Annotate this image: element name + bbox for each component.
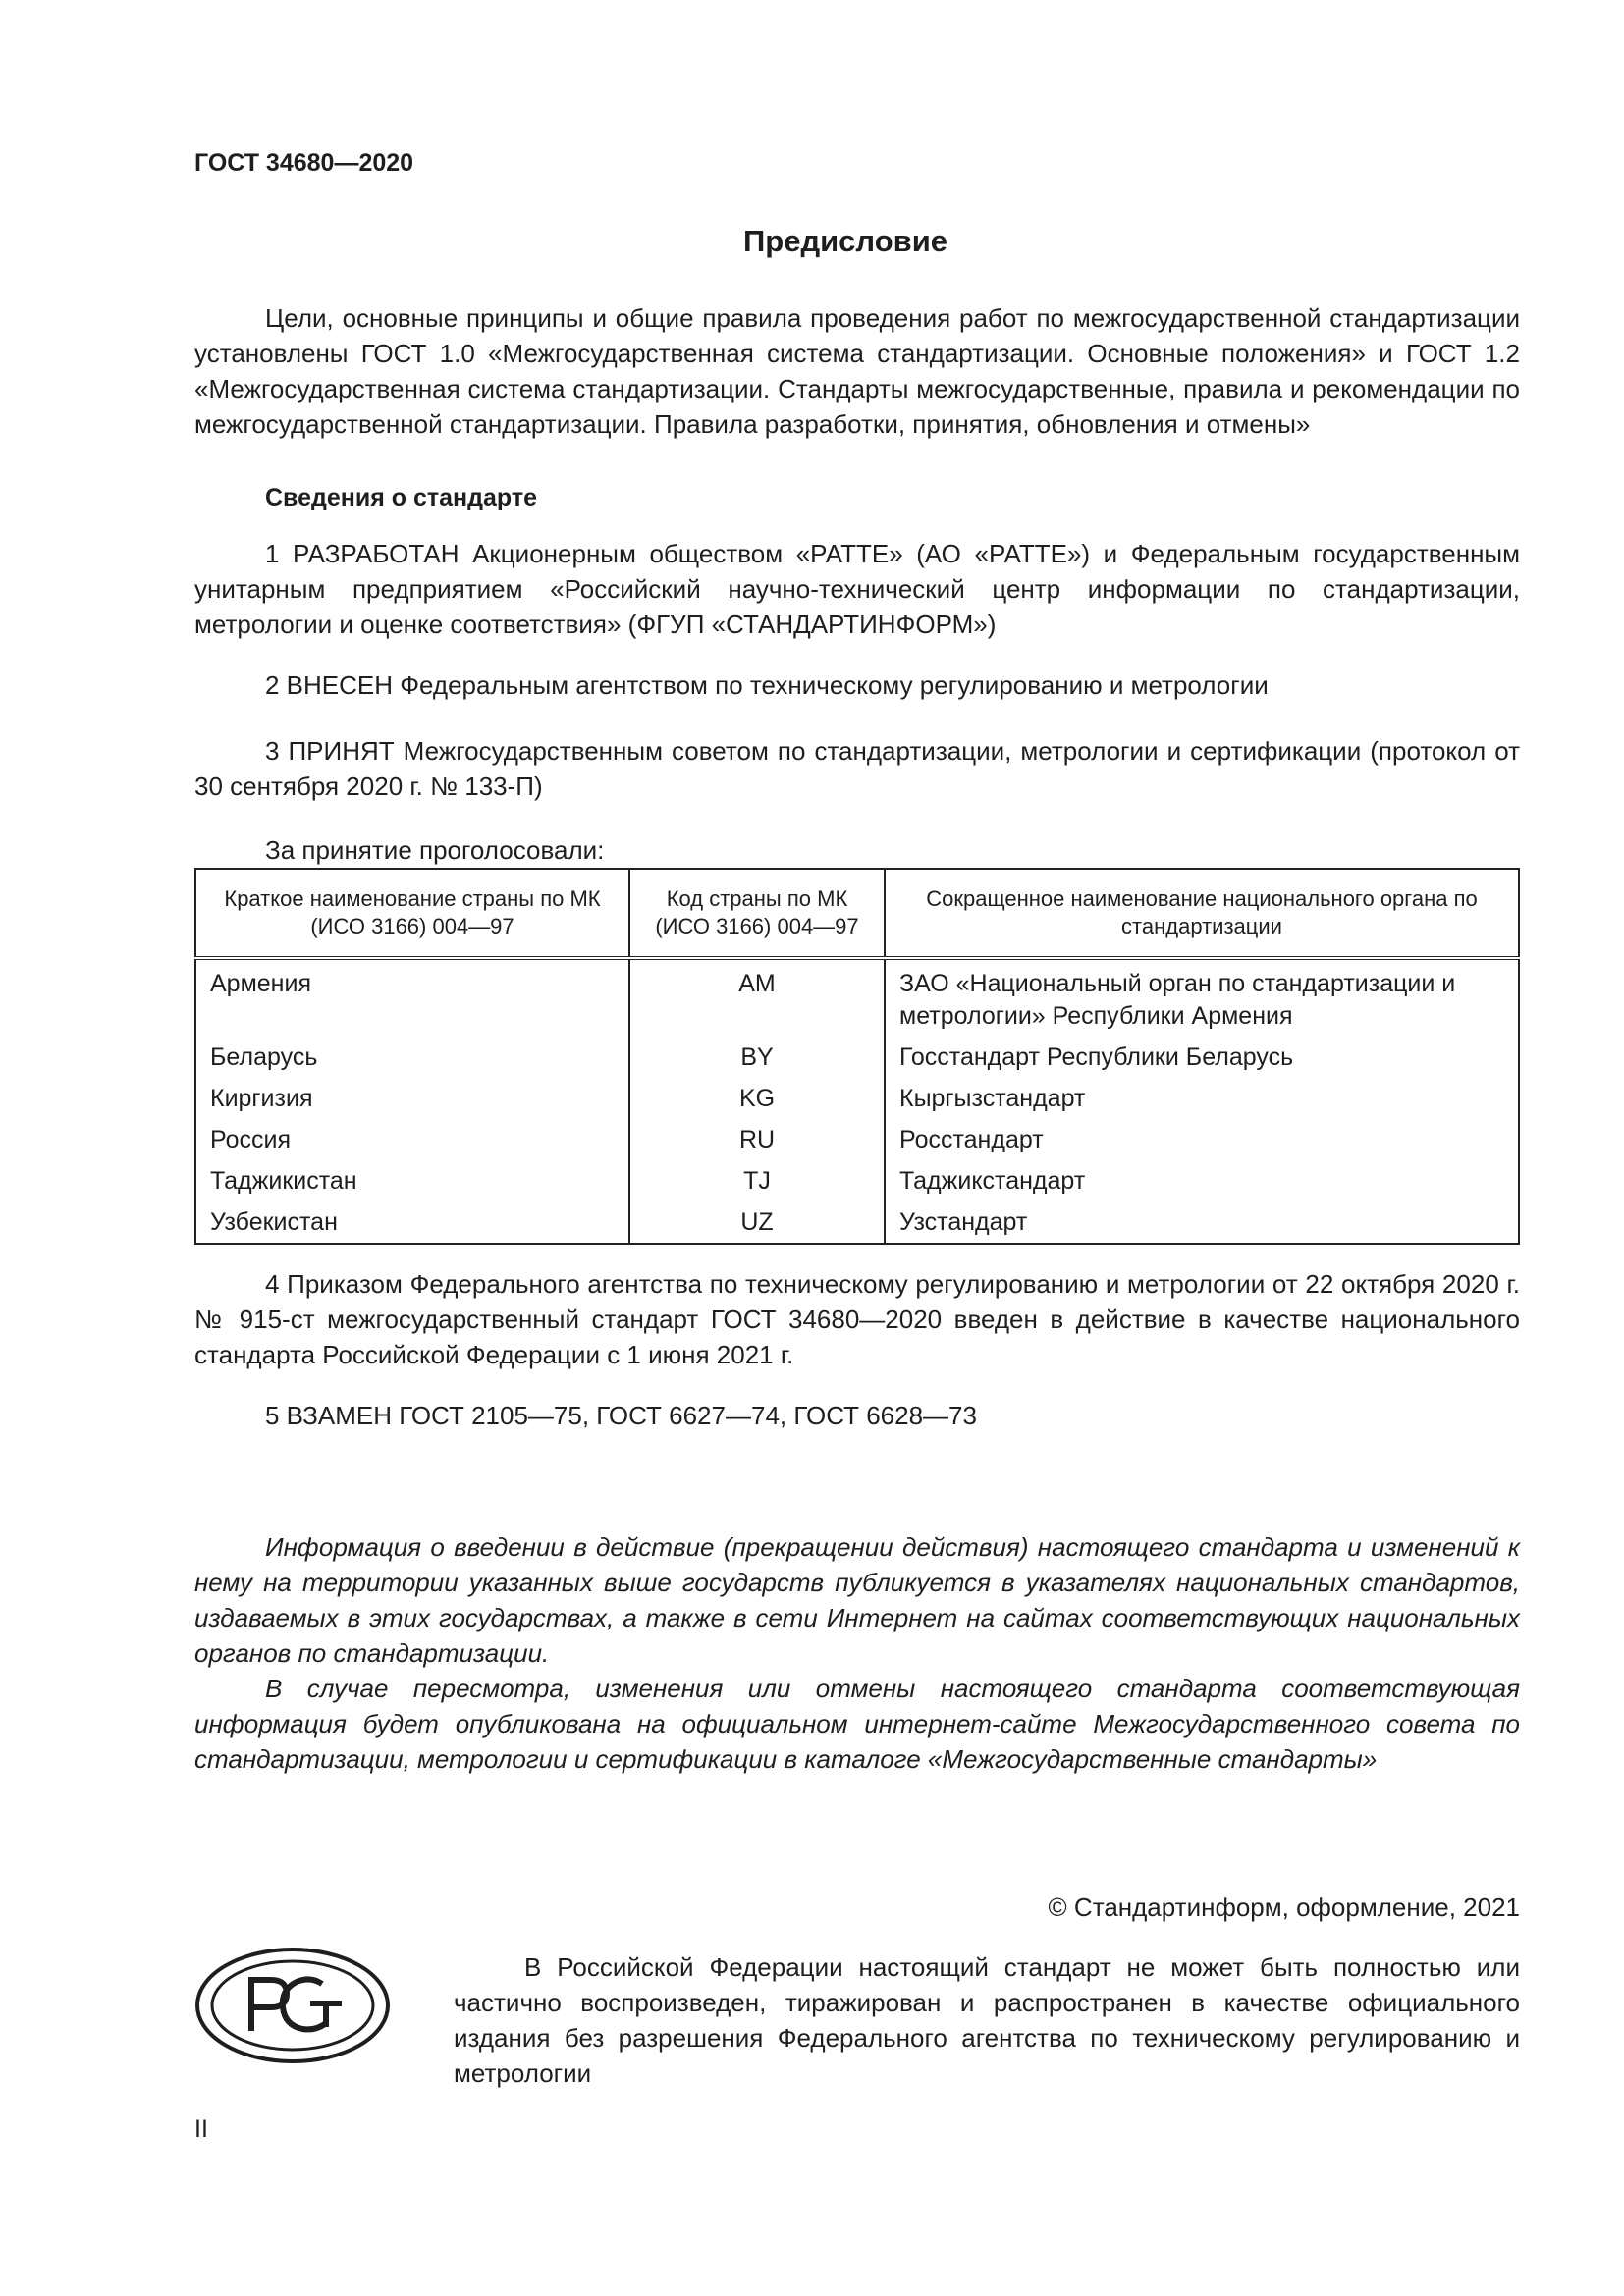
country-code: AM [629,958,885,1033]
about-standard-heading: Сведения о стандарте [265,484,538,511]
item-replaces: 5 ВЗАМЕН ГОСТ 2105—75, ГОСТ 6627—74, ГОСТ 6628—73 [265,1401,977,1430]
national-body: ЗАО «Национальный орган по стандартизации и метрологии» Республики Армения [885,958,1519,1033]
rst-logo-icon [194,1947,391,2064]
header-national-body: Сокращенное наименование национального органа по стандартизации [885,869,1519,958]
info-revision-note: В случае пересмотра, изменения или отмены настоящего стандарта соответствующая информация будет опубликована на официальном интернет-сайте Межгосударственного совета по стандартизации, метрологии и сертификации в каталоге «Межгосударственные стандарты» [194,1674,1520,1774]
info-enactment-note: Информация о введении в действие (прекращении действия) настоящего стандарта и изменений к нему на территории указанных выше государств публикуется в указателях национальных стандартов, издаваемых в этих государствах, а также в сети Интернет на сайтах соответствующих национальных органов по стандартизации. [194,1532,1520,1668]
national-body: Госстандарт Республики Беларусь [885,1033,1519,1074]
item-submitted: 2 ВНЕСЕН Федеральным агентством по техническому регулированию и метрологии [265,670,1269,700]
national-body: Узстандарт [885,1198,1519,1244]
table-header-row [195,869,1519,958]
national-body: Кыргызстандарт [885,1074,1519,1115]
country-code: TJ [629,1156,885,1198]
intro-paragraph: Цели, основные принципы и общие правила проведения работ по межгосударственной стандартизации установлены ГОСТ 1.0 «Межгосударственная система стандартизации. Основные положения» и ГОСТ 1.2 «Межгосударственная система стандартизации. Стандарты межгосударственные, правила и рекомендации по межгосударственной стандартизации. Правила разработки, принятия, обновления и отмены» [194,303,1520,439]
national-body: Росстандарт [885,1115,1519,1156]
item-adopted: 3 ПРИНЯТ Межгосударственным советом по стандартизации, метрологии и сертификации (протокол от 30 сентября 2020 г. № 133-П) [194,736,1520,801]
page-number: II [194,2115,208,2143]
item-enacted: 4 Приказом Федерального агентства по техническому регулированию и метрологии от 22 октября 2020 г. № 915-ст межгосударственный стандарт ГОСТ 34680—2020 введен в действие в качестве национального стандарта Российской Федерации с 1 июня 2021 г. [194,1269,1520,1369]
document-id: ГОСТ 34680—2020 [194,149,414,177]
table-row [195,1074,1519,1115]
country-name: Узбекистан [195,1198,629,1244]
country-code: BY [629,1033,885,1074]
country-code: UZ [629,1198,885,1244]
page-title: Предисловие [742,224,947,258]
header-country-name: Краткое наименование страны по МК (ИСО 3166) 004—97 [195,869,629,958]
country-name: Киргизия [195,1074,629,1115]
country-name: Беларусь [195,1033,629,1074]
item-developed: 1 РАЗРАБОТАН Акционерным обществом «РАТТЕ» (АО «РАТТЕ») и Федеральным государственным унитарным предприятием «Российский научно-технический центр информации по стандартизации, метрологии и оценке соответствия» (ФГУП «СТАНДАРТИНФОРМ») [194,539,1520,639]
header-country-code: Код страны по МК (ИСО 3166) 004—97 [629,869,885,958]
national-body: Таджикстандарт [885,1156,1519,1198]
table-row [195,1033,1519,1074]
table-row [195,1156,1519,1198]
country-code: KG [629,1074,885,1115]
table-row [195,1198,1519,1244]
country-name: Таджикистан [195,1156,629,1198]
country-name: Армения [195,958,629,1033]
country-name: Россия [195,1115,629,1156]
table-row [195,958,1519,1033]
country-code: RU [629,1115,885,1156]
copyright-notice: © Стандартинформ, оформление, 2021 [1048,1893,1520,1922]
table-row [195,1115,1519,1156]
voting-countries-table [194,868,1520,1245]
reproduction-rights-notice: В Российской Федерации настоящий стандарт не может быть полностью или частично воспроизведен, тиражирован и распространен в качестве официального издания без разрешения Федерального агентства по техническому регулированию и метрологии [454,1952,1520,2088]
voted-label: За принятие проголосовали: [265,835,605,865]
